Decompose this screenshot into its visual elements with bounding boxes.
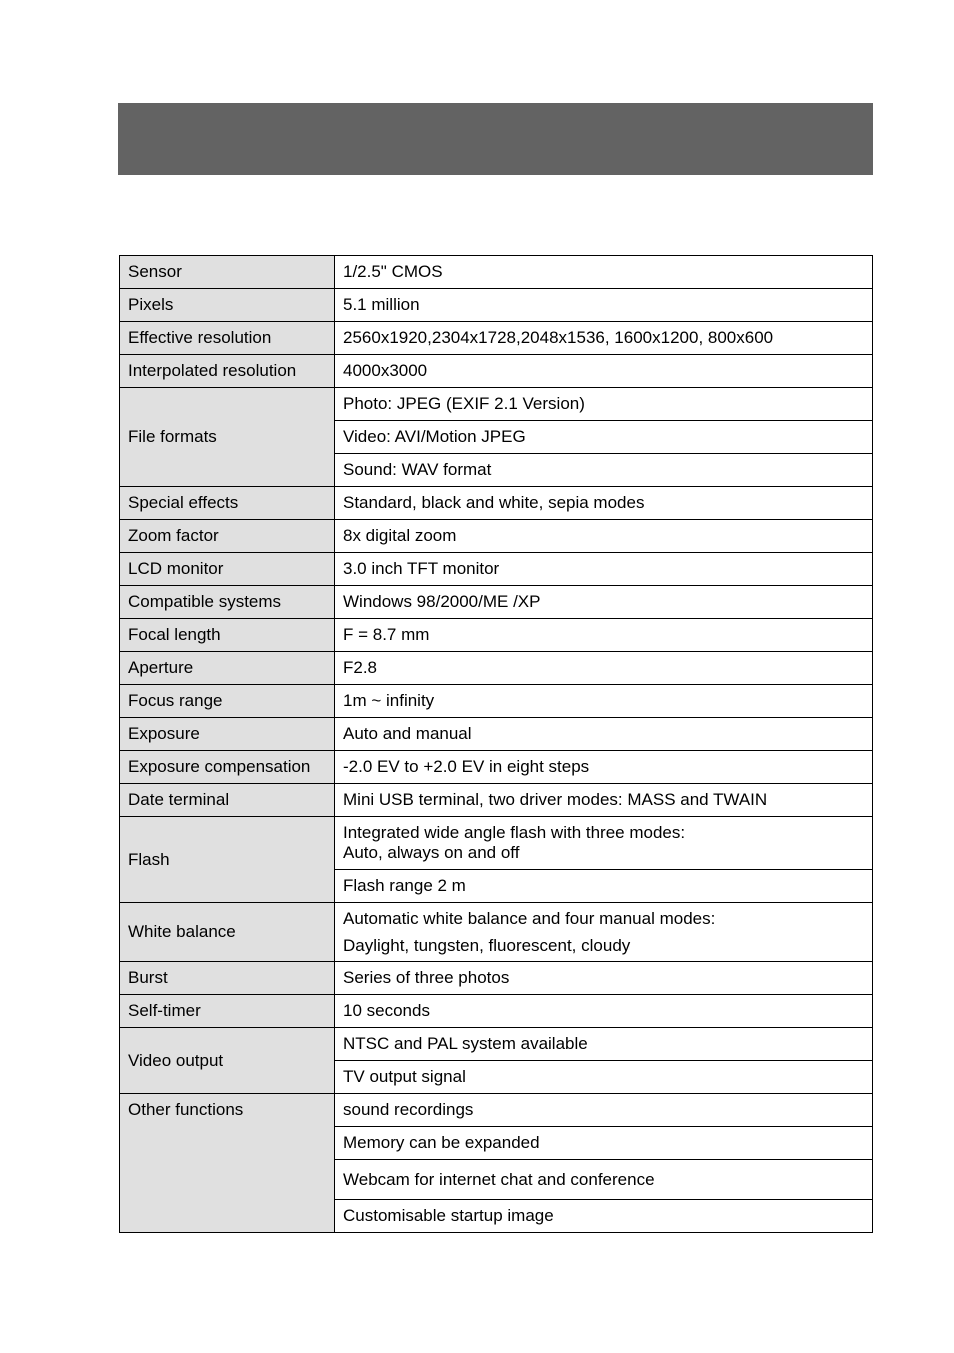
spec-value: Photo: JPEG (EXIF 2.1 Version) [335,388,873,421]
table-row [120,1028,873,1061]
spec-value: 8x digital zoom [335,520,873,553]
table-row [120,586,873,619]
table-row [120,355,873,388]
spec-value [335,903,873,962]
spec-label: Compatible systems [120,586,335,619]
spec-label: File formats [120,388,335,487]
spec-label: White balance [120,903,335,962]
spec-label: Sensor [120,256,335,289]
spec-value: TV output signal [335,1061,873,1094]
spec-label: Aperture [120,652,335,685]
spec-value: Auto and manual [335,718,873,751]
spec-label: Other functions [120,1094,335,1233]
spec-value: Customisable startup image [335,1200,873,1233]
spec-label: Special effects [120,487,335,520]
table-row [120,256,873,289]
spec-value: Windows 98/2000/ME /XP [335,586,873,619]
table-row [120,553,873,586]
spec-value: F = 8.7 mm [335,619,873,652]
table-row [120,322,873,355]
spec-value: 5.1 million [335,289,873,322]
spec-value-line: Automatic white balance and four manual modes: [343,909,716,928]
table-row [120,962,873,995]
table-row [120,784,873,817]
spec-label: Exposure compensation [120,751,335,784]
spec-value: Flash range 2 m [335,870,873,903]
spec-label: Interpolated resolution [120,355,335,388]
spec-label: Video output [120,1028,335,1094]
spec-label: Focal length [120,619,335,652]
spec-value: -2.0 EV to +2.0 EV in eight steps [335,751,873,784]
table-row [120,718,873,751]
spec-label: Effective resolution [120,322,335,355]
spec-value: 2560x1920,2304x1728,2048x1536, 1600x1200, 800x600 [335,322,873,355]
spec-label: Zoom factor [120,520,335,553]
table-row [120,388,873,421]
table-row [120,520,873,553]
table-row [120,1094,873,1127]
spec-value: Standard, black and white, sepia modes [335,487,873,520]
spec-value-line: Integrated wide angle flash with three modes: [343,823,686,842]
spec-value: 1/2.5" CMOS [335,256,873,289]
table-row [120,619,873,652]
spec-label: Burst [120,962,335,995]
specifications-table [119,255,873,1233]
spec-label: Pixels [120,289,335,322]
header-bar [118,103,873,175]
spec-value: Video: AVI/Motion JPEG [335,421,873,454]
table-row [120,652,873,685]
spec-label: LCD monitor [120,553,335,586]
table-row [120,995,873,1028]
spec-value: Sound: WAV format [335,454,873,487]
spec-value [335,817,873,870]
spec-value: 3.0 inch TFT monitor [335,553,873,586]
spec-value: sound recordings [335,1094,873,1127]
table-row [120,903,873,962]
spec-label: Exposure [120,718,335,751]
spec-value: 1m ~ infinity [335,685,873,718]
table-row [120,817,873,870]
spec-value: 4000x3000 [335,355,873,388]
spec-value: NTSC and PAL system available [335,1028,873,1061]
table-row [120,685,873,718]
spec-label: Date terminal [120,784,335,817]
spec-value: 10 seconds [335,995,873,1028]
spec-value: Series of three photos [335,962,873,995]
table-row [120,289,873,322]
spec-label: Flash [120,817,335,903]
spec-value: F2.8 [335,652,873,685]
table-row [120,487,873,520]
spec-value: Mini USB terminal, two driver modes: MASS and TWAIN [335,784,873,817]
spec-value: Memory can be expanded [335,1127,873,1160]
spec-label: Focus range [120,685,335,718]
spec-label: Self-timer [120,995,335,1028]
spec-value-line: Daylight, tungsten, fluorescent, cloudy [343,936,631,955]
spec-value-line: Auto, always on and off [343,843,520,862]
spec-value: Webcam for internet chat and conference [335,1160,873,1200]
table-row [120,751,873,784]
